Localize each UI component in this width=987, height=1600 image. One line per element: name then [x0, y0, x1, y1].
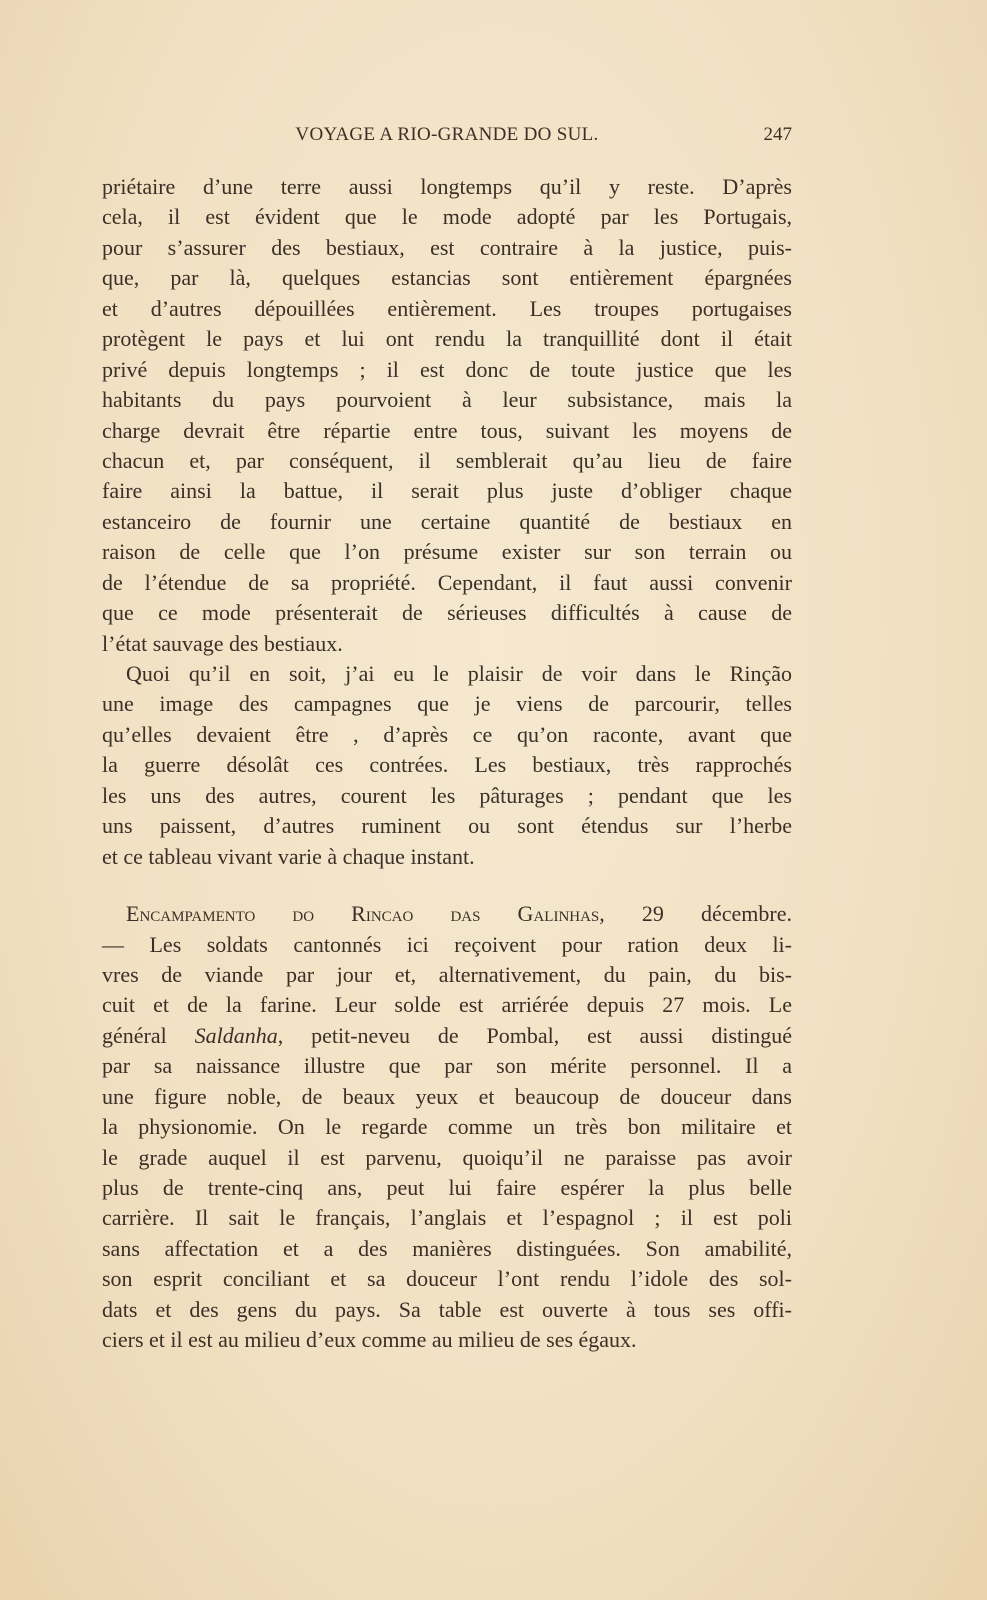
page-body: [102, 172, 792, 1356]
text-line: dats et des gens du pays. Sa table est ouverte à tous ses offi-: [102, 1296, 792, 1322]
text-line: charge devrait être répartie entre tous, suivant les moyens de: [102, 417, 792, 443]
text-line: la physionomie. On le regarde comme un très bon militaire et: [102, 1114, 792, 1140]
text-line: protègent le pays et lui ont rendu la tranquillité dont il était: [102, 326, 792, 352]
text-line: vres de viande par jour et, alternativement, du pain, du bis-: [102, 961, 792, 987]
text-line: qu’elles devaient être , d’après ce qu’on raconte, avant que: [102, 721, 792, 747]
paragraph: [102, 659, 792, 872]
text-line: et d’autres dépouillées entièrement. Les troupes portugaises: [102, 295, 792, 321]
text-line: de l’étendue de sa propriété. Cependant, il faut aussi convenir: [102, 569, 792, 595]
text-line: habitants du pays pourvoient à leur subsistance, mais la: [102, 387, 792, 413]
text-line: faire ainsi la battue, il serait plus juste d’obliger chaque: [102, 478, 792, 504]
text-line: que, par là, quelques estancias sont entièrement épargnées: [102, 265, 792, 291]
text-line: que ce mode présenterait de sérieuses difficultés à cause de: [102, 600, 792, 626]
text-segment: général: [102, 1022, 195, 1048]
text-line: chacun et, par conséquent, il semblerait qu’au lieu de faire: [102, 447, 792, 473]
paragraph: [102, 899, 792, 1356]
text-line: privé depuis longtemps ; il est donc de toute justice que les: [102, 356, 792, 382]
section-heading: Encampamento do Rincao das Galinhas: [126, 901, 600, 927]
text-line: [102, 1021, 792, 1051]
text-line: — Les soldats cantonnés ici reçoivent pour ration deux li-: [102, 931, 792, 957]
text-line: priétaire d’une terre aussi longtemps qu’il y reste. D’après: [102, 174, 792, 199]
text-segment: , petit-neveu de Pombal, est aussi distingué: [277, 1022, 792, 1048]
text-line: sans affectation et a des manières distinguées. Son amabilité,: [102, 1235, 792, 1261]
text-line: par sa naissance illustre que par son mérite personnel. Il a: [102, 1053, 792, 1079]
text-line: plus de trente-cinq ans, peut lui faire espérer la plus belle: [102, 1175, 792, 1200]
text-line: une image des campagnes que je viens de parcourir, telles: [102, 691, 792, 717]
text-line: le grade auquel il est parvenu, quoiqu’il ne paraisse pas avoir: [102, 1144, 792, 1170]
text-line: cela, il est évident que le mode adopté par les Portugais,: [102, 204, 792, 230]
section-gap: [102, 872, 792, 899]
text-segment: , 29 décembre.: [599, 901, 792, 927]
italic-name: Saldanha: [194, 1022, 278, 1048]
running-title: VOYAGE A RIO-GRANDE DO SUL.: [295, 124, 599, 145]
text-line: Quoi qu’il en soit, j’ai eu le plaisir de voir dans le Rinção: [126, 661, 792, 686]
page-header: [102, 124, 792, 148]
text-line: la guerre désolât ces contrées. Les bestiaux, très rapprochés: [102, 752, 792, 778]
text-line: carrière. Il sait le français, l’anglais et l’espagnol ; il est poli: [102, 1205, 792, 1231]
page-number: 247: [763, 124, 792, 145]
text-line: ciers et il est au milieu d’eux comme au milieu de ses égaux.: [102, 1327, 637, 1353]
paragraph: [102, 172, 792, 659]
text-line: et ce tableau vivant varie à chaque instant.: [102, 843, 475, 869]
text-line: les uns des autres, courent les pâturages ; pendant que les: [102, 782, 792, 808]
text-line: son esprit conciliant et sa douceur l’ont rendu l’idole des sol-: [102, 1266, 792, 1292]
text-line: une figure noble, de beaux yeux et beaucoup de douceur dans: [102, 1083, 792, 1109]
text-line: estanceiro de fournir une certaine quantité de bestiaux en: [102, 508, 792, 534]
text-line: cuit et de la farine. Leur solde est arriérée depuis 27 mois. Le: [102, 992, 792, 1018]
text-line: raison de celle que l’on présume exister sur son terrain ou: [102, 539, 792, 565]
text-line: uns paissent, d’autres ruminent ou sont étendus sur l’herbe: [102, 813, 792, 839]
text-line: l’état sauvage des bestiaux.: [102, 630, 343, 656]
text-line: [102, 899, 792, 929]
text-line: pour s’assurer des bestiaux, est contraire à la justice, puis-: [102, 234, 792, 260]
